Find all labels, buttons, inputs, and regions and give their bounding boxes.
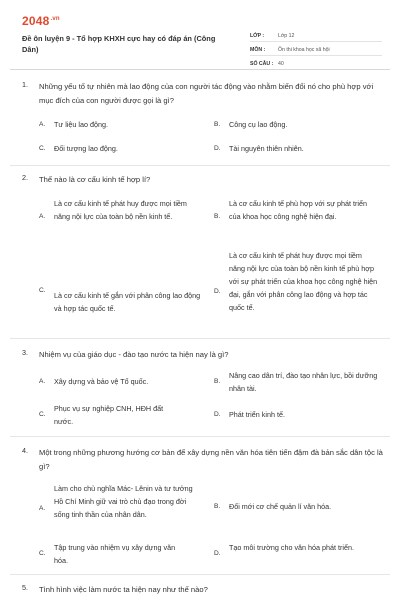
option-text: Làm cho chủ nghĩa Mác- Lênin và tư tưởng Hồ Chí Minh giữ vai trò chủ đạo trong đời sống tinh thần của nhân dân. — [54, 484, 193, 519]
option-letter: D. — [214, 145, 221, 152]
option-letter: B. — [214, 378, 221, 385]
option-letter: D. — [214, 288, 221, 295]
option-letter: A. — [39, 378, 46, 385]
option-text: Là cơ cấu kinh tế phù hợp với sự phát triển của khoa học công nghệ hiện đại. — [229, 199, 368, 221]
option-text: Đổi mới cơ chế quản lí văn hóa. — [229, 502, 332, 511]
question-text: Thế nào là cơ cấu kinh tế hợp lí? — [39, 175, 151, 184]
option-text: Phát triển kinh tế. — [229, 410, 285, 419]
question-4 — [22, 446, 382, 571]
question-text: Những yếu tố tự nhiên mà lao động của con người tác động vào nhằm biến đổi nó cho phù hợp với mục đích của con người được gọi là gì? — [39, 82, 374, 105]
meta-value: Ôn thi khoa học xã hội — [278, 46, 330, 53]
option-text: Tạo môi trường cho văn hóa phát triển. — [229, 543, 354, 552]
option-letter: B. — [214, 503, 221, 510]
option-letter: B. — [214, 213, 221, 220]
option-text: Là cơ cấu kinh tế phát huy được mọi tiềm năng nội lực của toàn bộ nền kinh tế phù hợp với sự phát triển của khoa học công nghệ hiện đại, gắn với phân công lao động và hợp tác quốc tế. — [229, 251, 378, 312]
option-text: Tư liệu lao động. — [54, 120, 108, 129]
logo-suffix: .vn — [50, 16, 60, 22]
question-2 — [22, 173, 382, 333]
option-letter: A. — [39, 121, 46, 128]
option-letter: C. — [39, 287, 46, 294]
question-3 — [22, 348, 382, 428]
option-letter: D. — [214, 550, 221, 557]
option-text: Nâng cao dân trí, đào tạo nhân lực, bồi dưỡng nhân tài. — [229, 371, 378, 393]
question-5 — [22, 583, 382, 599]
meta-label: SỐ CÂU : — [250, 60, 274, 67]
logo-text: 2048 — [22, 14, 50, 28]
option-letter: D. — [214, 411, 221, 418]
header-divider — [10, 69, 390, 70]
question-divider — [10, 165, 390, 166]
question-text: Một trong những phương hướng cơ bản để xây dựng nền văn hóa tiên tiến đậm đà bản sắc dân tộc là gì? — [39, 448, 383, 471]
document-title: Đề ôn luyện 9 - Tổ hợp KHXH cực hay có đáp án (Công Dân) — [22, 34, 216, 54]
question-number: 5. — [22, 583, 28, 592]
question-divider — [10, 436, 390, 437]
option-letter: C. — [39, 411, 46, 418]
option-text: Đối tượng lao động. — [54, 144, 118, 153]
meta-value: 40 — [278, 60, 284, 67]
question-number: 1. — [22, 80, 28, 89]
question-divider — [10, 574, 390, 575]
option-letter: A. — [39, 505, 46, 512]
question-number: 2. — [22, 173, 28, 182]
option-letter: C. — [39, 550, 46, 557]
option-text: Phục vụ sự nghiệp CNH, HĐH đất nước. — [54, 404, 164, 426]
question-1 — [22, 80, 382, 160]
option-text: Là cơ cấu kinh tế gắn với phân công lao động và hợp tác quốc tế. — [54, 291, 201, 313]
option-letter: A. — [39, 213, 46, 220]
question-number: 4. — [22, 446, 28, 455]
meta-row-class — [250, 30, 382, 42]
question-number: 3. — [22, 348, 28, 357]
meta-label: LỚP : — [250, 32, 265, 39]
option-text: Xây dựng và bảo vệ Tổ quốc. — [54, 377, 149, 386]
option-text: Là cơ cấu kinh tế phát huy được mọi tiềm năng nội lực của toàn bộ nền kinh tế. — [54, 199, 187, 221]
option-text: Tài nguyên thiên nhiên. — [229, 144, 304, 153]
option-text: Công cụ lao động. — [229, 120, 288, 129]
option-text: Tập trung vào nhiệm vụ xây dựng văn hóa. — [54, 543, 176, 565]
question-text: Tình hình việc làm nước ta hiện nay như thế nào? — [39, 585, 208, 594]
question-text: Nhiệm vụ của giáo dục - đào tạo nước ta hiện nay là gì? — [39, 350, 229, 359]
option-letter: B. — [214, 121, 221, 128]
document-header — [22, 14, 382, 67]
meta-value: Lớp 12 — [278, 32, 295, 39]
question-divider — [10, 338, 390, 339]
meta-row-subject — [250, 44, 382, 56]
document-meta — [250, 30, 382, 72]
meta-label: MÔN : — [250, 46, 266, 53]
option-letter: C. — [39, 145, 46, 152]
site-logo[interactable] — [22, 14, 60, 28]
